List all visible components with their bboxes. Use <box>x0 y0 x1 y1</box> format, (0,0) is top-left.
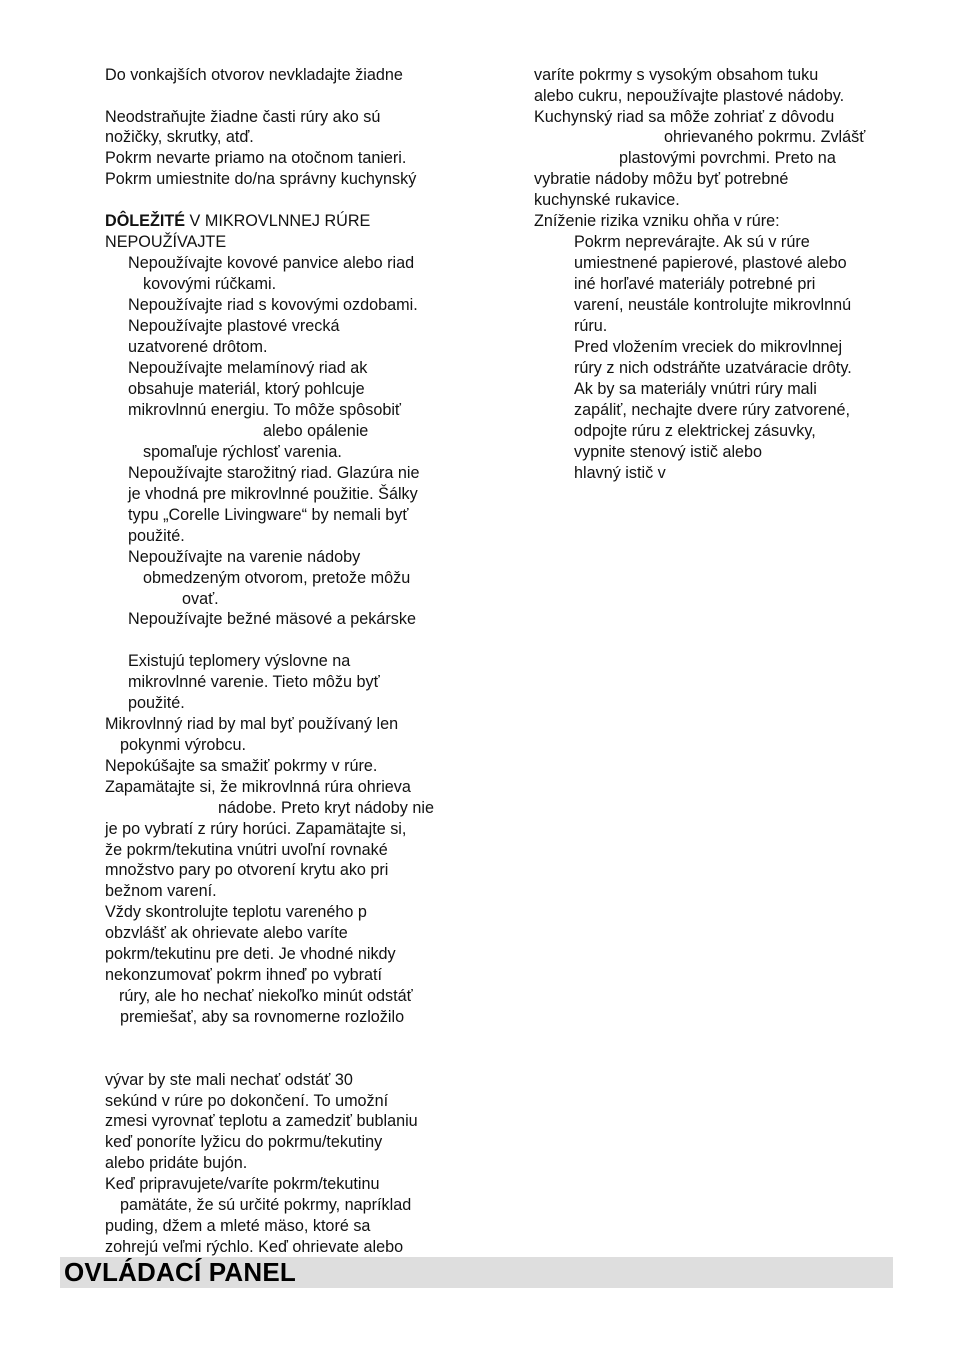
text-line: zohrejú veľmi rýchlo. Keď ohrievate alebo <box>105 1238 404 1256</box>
text-line: Nepoužívajte plastové vrecká <box>128 317 340 335</box>
text-line: Nepoužívajte starožitný riad. Glazúra nie <box>128 464 420 482</box>
text-line: ohrievaného pokrmu. Zvlášť <box>664 128 866 146</box>
section-heading-bar <box>60 1257 893 1288</box>
text-line: sekúnd v rúre po dokončení. To umožní <box>105 1092 389 1110</box>
text-line: rúru. <box>574 317 608 335</box>
important-bold-label: DÔLEŽITÉ <box>105 212 186 230</box>
text-line: Pokrm umiestnite do/na správny kuchynský <box>105 170 417 188</box>
text-line: keď ponoríte lyžicu do pokrmu/tekutiny <box>105 1133 383 1151</box>
text-line: nádobe. Preto kryt nádoby nie <box>218 799 434 817</box>
text-line: alebo cukru, nepoužívajte plastové nádoby. <box>534 87 845 105</box>
text-line: je vhodná pre mikrovlnné použitie. Šálky <box>128 485 418 503</box>
text-line: Existujú teplomery výslovne na <box>128 652 351 670</box>
text-line: použité. <box>128 694 185 712</box>
text-line: NEPOUŽÍVAJTE <box>105 233 227 251</box>
text-line: hlavný istič v <box>574 464 666 482</box>
text-line: plastovými povrchmi. Preto na <box>619 149 836 167</box>
text-line: typu „Corelle Livingware“ by nemali byť <box>128 506 409 524</box>
text-line: ovať. <box>182 590 219 608</box>
text-line: obmedzeným otvorom, pretože môžu <box>143 569 411 587</box>
text-line: kovovými rúčkami. <box>143 275 277 293</box>
text-line: Pokrm nevarte priamo na otočnom tanieri. <box>105 149 407 167</box>
text-line: Kuchynský riad sa môže zohriať z dôvodu <box>534 108 835 126</box>
text-line: pokrm/tekutinu pre deti. Je vhodné nikdy <box>105 945 396 963</box>
text-line: alebo opálenie <box>263 422 369 440</box>
text-line: mikrovlnné varenie. Tieto môžu byť <box>128 673 380 691</box>
text-line: Keď pripravujete/varíte pokrm/tekutinu <box>105 1175 380 1193</box>
text-line: uzatvorené drôtom. <box>128 338 268 356</box>
text-line: iné horľavé materiály potrebné pri <box>574 275 816 293</box>
text-line: Nepokúšajte sa smažiť pokrmy v rúre. <box>105 757 378 775</box>
text-line: premiešať, aby sa rovnomerne rozložilo <box>120 1008 405 1026</box>
important-heading-text: V MIKROVLNNEJ RÚRE <box>189 212 371 230</box>
text-line: Vždy skontrolujte teplotu vareného p <box>105 903 367 921</box>
text-line: nožičky, skrutky, atď. <box>105 128 254 146</box>
text-line: Pokrm neprevárajte. Ak sú v rúre <box>574 233 810 251</box>
text-line: mikrovlnnú energiu. To môže spôsobiť <box>128 401 402 419</box>
section-heading: OVLÁDACÍ PANEL <box>64 1257 296 1287</box>
text-line: zapáliť, nechajte dvere rúry zatvorené, <box>574 401 851 419</box>
text-line: Nepoužívajte bežné mäsové a pekárske <box>128 610 416 628</box>
text-line: vývar by ste mali nechať odstáť 30 <box>105 1071 353 1089</box>
text-line: Nepoužívajte riad s kovovými ozdobami. <box>128 296 418 314</box>
text-line: varíte pokrmy s vysokým obsahom tuku <box>534 66 819 84</box>
text-line: Zníženie rizika vzniku ohňa v rúre: <box>534 212 780 230</box>
text-line: Ak by sa materiály vnútri rúry mali <box>574 380 817 398</box>
text-line: že pokrm/tekutina vnútri uvoľní rovnaké <box>105 841 388 859</box>
text-line: Neodstraňujte žiadne časti rúry ako sú <box>105 108 381 126</box>
text-line: obzvlášť ak ohrievate alebo varíte <box>105 924 348 942</box>
text-line: Zapamätajte si, že mikrovlnná rúra ohrieva <box>105 778 411 796</box>
text-line: kuchynské rukavice. <box>534 191 680 209</box>
text-line: pokynmi výrobcu. <box>120 736 246 754</box>
text-line: varení, neustále kontrolujte mikrovlnnú <box>574 296 852 314</box>
text-line: alebo pridáte bujón. <box>105 1154 248 1172</box>
text-line: vybratie nádoby môžu byť potrebné <box>534 170 789 188</box>
text-line: zmesi vyrovnať teplotu a zamedziť bublaniu <box>105 1112 418 1130</box>
text-line: Pred vložením vreciek do mikrovlnnej <box>574 338 843 356</box>
text-line: spomaľuje rýchlosť varenia. <box>143 443 342 461</box>
text-line: Nepoužívajte na varenie nádoby <box>128 548 361 566</box>
text-line: rúry, ale ho nechať niekoľko minút odstáť <box>119 987 413 1005</box>
text-line: Do vonkajších otvorov nevkladajte žiadne <box>105 66 403 84</box>
text-line: použité. <box>128 527 185 545</box>
text-line: rúry z nich odstráňte uzatváracie drôty. <box>574 359 852 377</box>
text-line: množstvo pary po otvorení krytu ako pri <box>105 861 389 879</box>
text-line: je po vybratí z rúry horúci. Zapamätajte si, <box>105 820 407 838</box>
text-line: Mikrovlnný riad by mal byť používaný len <box>105 715 399 733</box>
text-line: bežnom varení. <box>105 882 217 900</box>
important-heading <box>105 211 370 232</box>
text-line: obsahuje materiál, ktorý pohlcuje <box>128 380 365 398</box>
text-line: pamätáte, že sú určité pokrmy, napríklad <box>120 1196 412 1214</box>
text-line: nekonzumovať pokrm ihneď po vybratí <box>105 966 382 984</box>
text-line: Nepoužívajte melamínový riad ak <box>128 359 368 377</box>
text-line: puding, džem a mleté mäso, ktoré sa <box>105 1217 371 1235</box>
text-line: vypnite stenový istič alebo <box>574 443 763 461</box>
text-line: odpojte rúru z elektrickej zásuvky, <box>574 422 816 440</box>
text-line: umiestnené papierové, plastové alebo <box>574 254 847 272</box>
text-line: Nepoužívajte kovové panvice alebo riad <box>128 254 415 272</box>
